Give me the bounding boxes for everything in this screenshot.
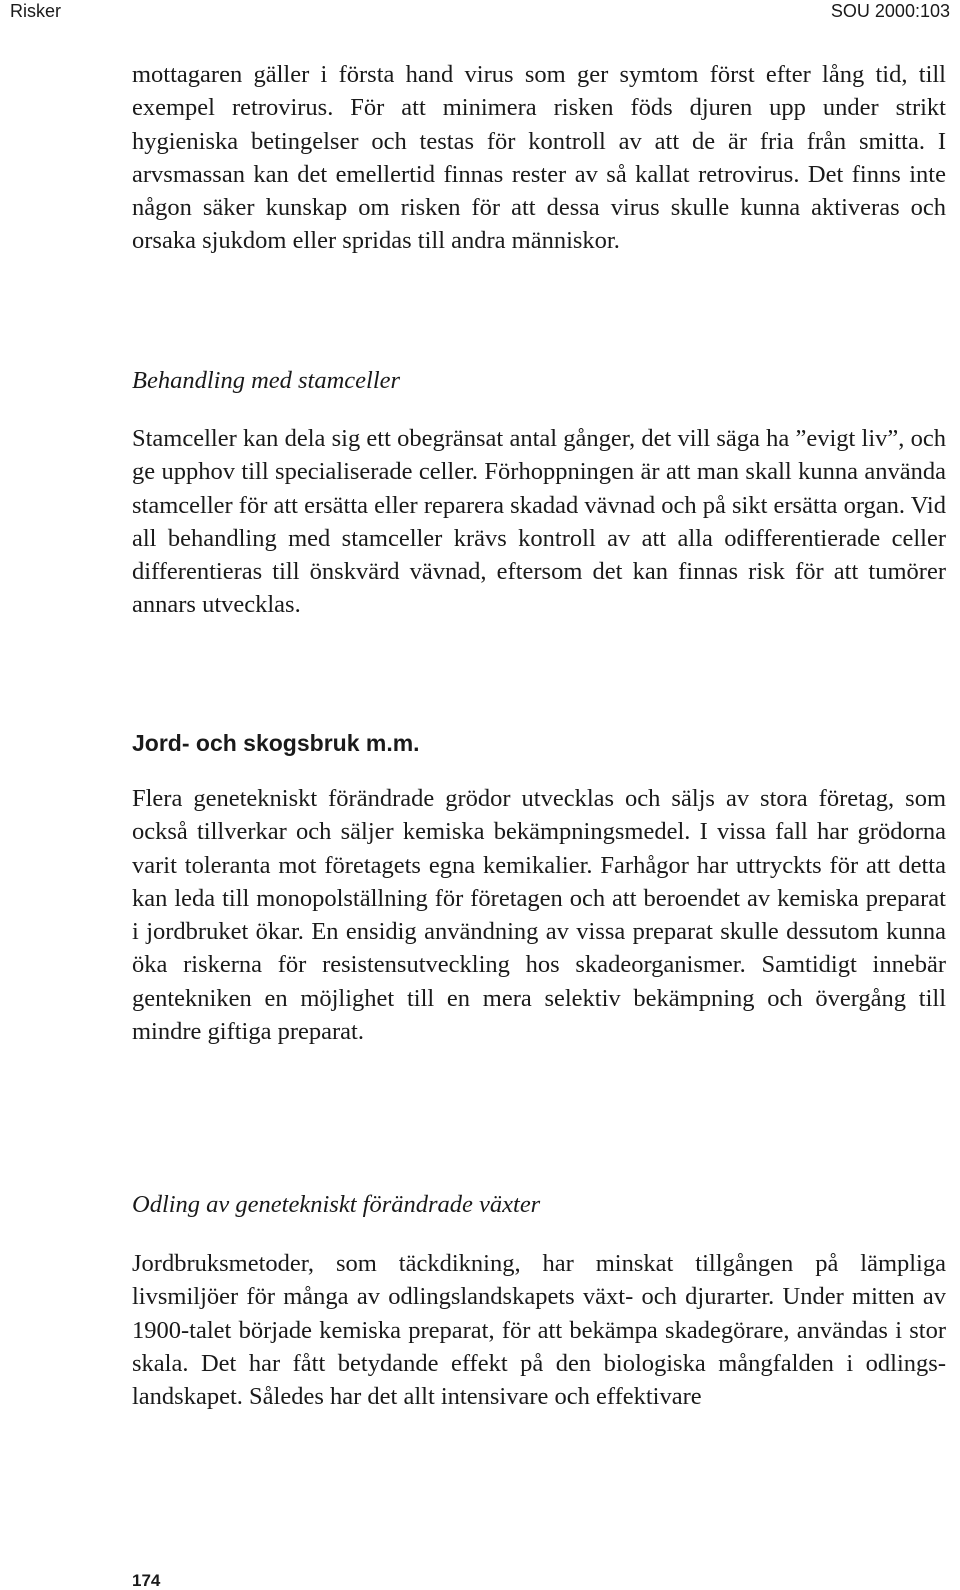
subheading-stem-cell-treatment: Behandling med stamceller (132, 367, 401, 394)
running-header-chapter: Risker (10, 1, 62, 21)
page-number: 174 (132, 1571, 161, 1590)
running-header-report-id: SOU 2000:103 (830, 1, 950, 21)
subheading-gm-crop-cultivation: Odling av genetekniskt förändrade växter (132, 1191, 541, 1218)
body-paragraph: mottagaren gäller i första hand virus som ger symtom först efter lång tid, till exempel retrovirus. För att minimera risken föds djuren upp under strikt hygieniska betingelser och testas för kontroll av att de är fria från smitta. I arvsmassan kan det emellertid finnas rester av så kallat retrovirus. Det finns inte någon säker kunskap om risken för att dessa virus skulle kunna aktiveras och orsaka sjukdom eller spridas till andra människor. (132, 61, 946, 255)
section-heading-agriculture-forestry: Jord- och skogsbruk m.m. (132, 730, 420, 756)
body-paragraph: Jordbruksmetoder, som täckdikning, har minskat tillgången på lämpliga livsmiljöer för många av odlingslandskapets växt- och djurarter. Under mitten av 1900-talet började kemiska preparat, för att bekämpa skadegörare, användas i stor skala. Det har fått betydande effekt på den biologiska mångfalden i odlingslandskapet. Således har det allt intensivare och effektivare (132, 1250, 946, 1411)
body-paragraph: Flera genetekniskt förändrade grödor utvecklas och säljs av stora företag, som också tillverkar och säljer kemiska bekämpningsmedel. I vissa fall har grödorna varit toleranta mot företagets egna kemikalier. Farhågor har uttryckts för att detta kan leda till monopolställning för företagen och att beroendet av kemiska preparat i jordbruket ökar. En ensidig användning av vissa preparat skulle dessutom kunna öka riskerna för resistensutveckling hos skadeorganismer. Samtidigt innebär gentekniken en möjlighet till en mera selektiv bekämpning och övergång till mindre giftiga preparat. (132, 785, 946, 1046)
body-paragraph: Stamceller kan dela sig ett obegränsat antal gånger, det vill säga ha ”evigt liv”, och ge upphov till specialiserade celler. Förhoppningen är att man skall kunna använda stamceller för att ersätta eller reparera skadad vävnad och på sikt ersätta organ. Vid all behandling med stamceller krävs kontroll av att alla odifferentierade celler differentieras till önskvärd vävnad, eftersom det kan finnas risk för att tumörer annars utvecklas. (132, 425, 946, 619)
